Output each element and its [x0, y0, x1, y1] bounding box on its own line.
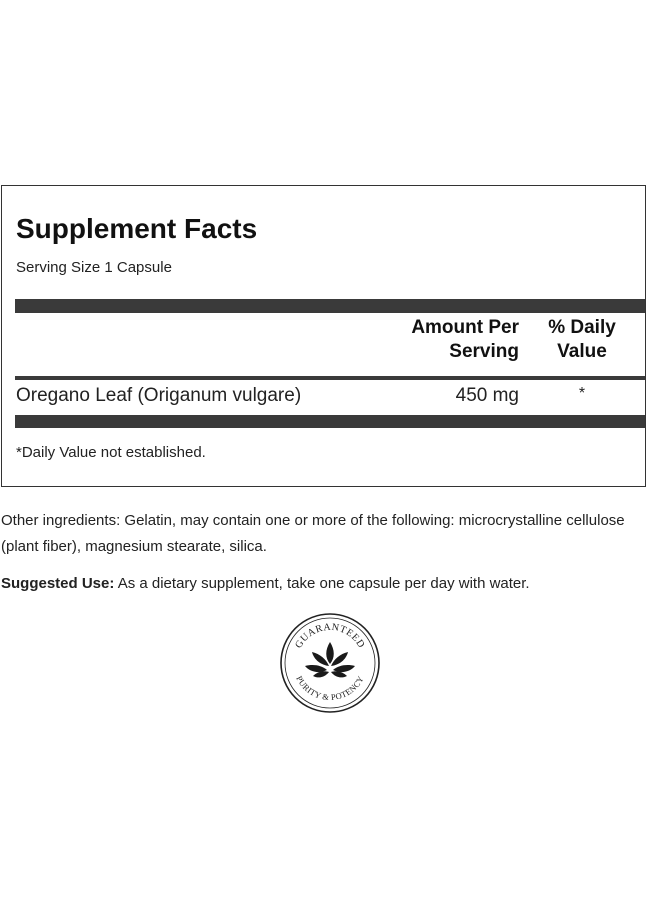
amount-header-line1: Amount Per — [411, 317, 519, 338]
thick-divider-bottom — [15, 415, 645, 428]
supplement-facts-panel — [1, 185, 646, 487]
ingredient-name: Oregano Leaf (Origanum vulgare) — [16, 385, 302, 406]
ingredient-amount: 450 mg — [455, 385, 519, 406]
dv-header-line2: Value — [557, 341, 607, 362]
seal-top-text: GUARANTEED — [293, 621, 367, 651]
thick-divider-top — [15, 299, 645, 313]
suggested-use-text: As a dietary supplement, take one capsule per day with water. — [114, 575, 530, 592]
dv-header-line1: % Daily — [548, 317, 616, 338]
suggested-use-label: Suggested Use: — [1, 575, 115, 592]
other-ingredients: Other ingredients: Gelatin, may contain one or more of the following: microcrystalline cellulose (plant fiber), magnesium stearate, silica. — [1, 512, 625, 555]
guaranteed-purity-seal-icon — [279, 612, 381, 714]
daily-value-header — [527, 316, 637, 364]
facts-title: Supplement Facts — [16, 213, 258, 244]
amount-header-line2: Serving — [449, 341, 519, 362]
divider-mid — [15, 376, 645, 380]
daily-value-footnote: *Daily Value not established. — [16, 444, 206, 461]
amount-per-serving-header — [377, 316, 519, 364]
ingredient-daily-value: * — [578, 385, 586, 402]
suggested-use — [1, 571, 646, 597]
seal-bottom-text: PURITY & POTENCY — [294, 674, 366, 703]
serving-size: Serving Size 1 Capsule — [16, 259, 172, 276]
